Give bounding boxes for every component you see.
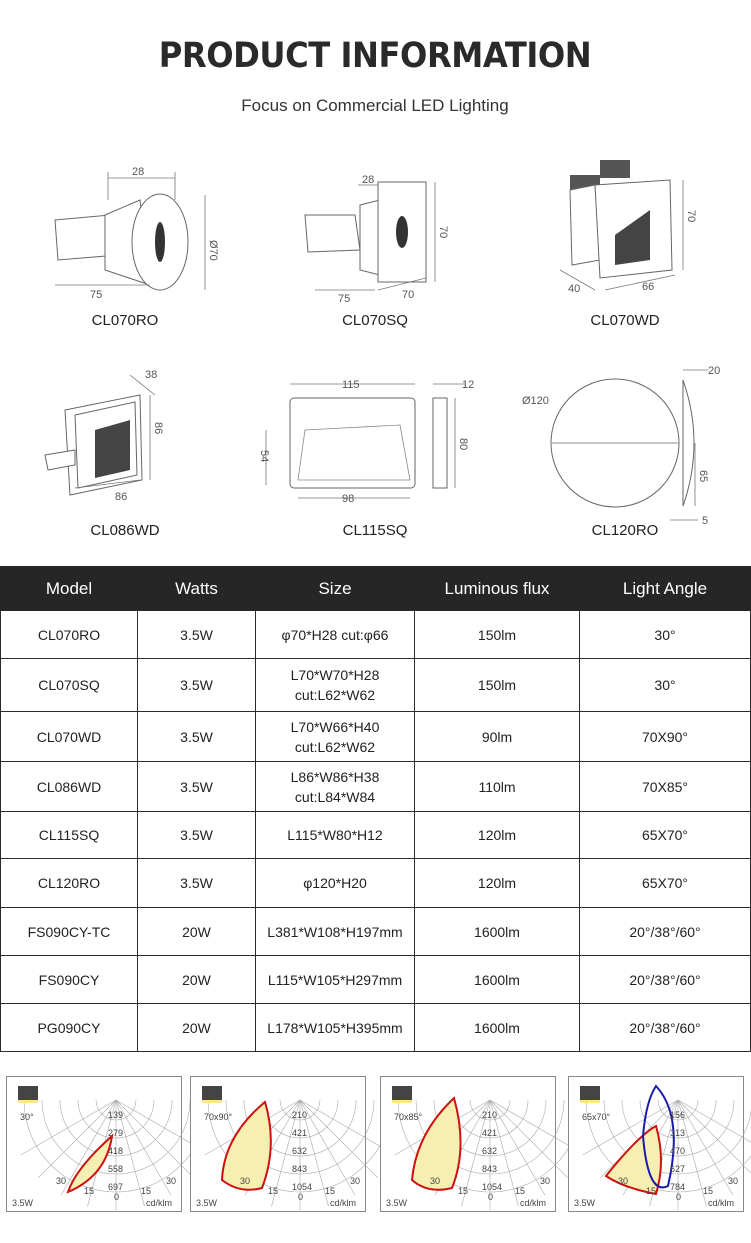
polar-side-angle: 30: [728, 1176, 739, 1186]
cl120ro-dim-h: 65: [697, 470, 709, 483]
cl115sq-dim-t: 12: [462, 379, 475, 391]
polar-side-angle: 15: [141, 1186, 152, 1196]
table-row: [1, 611, 751, 659]
watts-cell: 3.5W: [138, 812, 256, 859]
table-header-row: [1, 567, 751, 611]
cl120ro-drawing: [500, 365, 750, 527]
model-cell: FS090CY: [1, 956, 138, 1004]
polar-side-angle: 15: [515, 1186, 526, 1196]
flux-cell: 150lm: [415, 611, 580, 659]
polar-ring-label: 279: [108, 1128, 124, 1138]
cl086wd-dim-w: 86: [115, 491, 128, 503]
cl120ro-dim-lip: 5: [702, 515, 709, 527]
polar-unit: cd/klm: [708, 1198, 735, 1208]
cl086wd-dim-d: 38: [145, 369, 158, 381]
polar-ring-label: 627: [670, 1164, 686, 1174]
polar-chart: [568, 1076, 744, 1216]
polar-side-angle: 0: [114, 1192, 120, 1202]
size-line: L115*W105*H297mm: [267, 971, 403, 988]
polar-ring-label: 210: [482, 1110, 498, 1120]
watts-cell: 3.5W: [138, 611, 256, 659]
watts-cell: 3.5W: [138, 712, 256, 762]
polar-side-angle: 30: [540, 1176, 551, 1186]
header-watts: Watts: [138, 567, 256, 611]
size-cell: [256, 908, 415, 956]
polar-ring-label: 632: [482, 1146, 498, 1156]
cl070wd-drawing: [500, 160, 750, 310]
table-row: [1, 712, 751, 762]
page-title: PRODUCT INFORMATION: [158, 36, 592, 76]
polar-power: 3.5W: [12, 1198, 34, 1208]
table-row: [1, 859, 751, 908]
cl070sq-drawing: [250, 160, 500, 310]
size-cell: [256, 712, 415, 762]
model-cell: CL070WD: [1, 712, 138, 762]
cl115sq-dim-l: 115: [342, 379, 360, 391]
flux-cell: 120lm: [415, 859, 580, 908]
polar-side-angle: 30: [430, 1176, 441, 1186]
polar-unit: cd/klm: [330, 1198, 357, 1208]
watts-cell: 20W: [138, 956, 256, 1004]
cl070ro-drawing: [0, 160, 250, 310]
watts-cell: 20W: [138, 1004, 256, 1052]
polar-ring-label: 558: [108, 1164, 124, 1174]
angle-cell: 20°/38°/60°: [580, 908, 751, 956]
product-name: CL115SQ: [342, 522, 408, 539]
size-line: L70*W70*H28: [290, 667, 380, 683]
polar-side-angle: 15: [646, 1186, 657, 1196]
angle-cell: 65X70°: [580, 812, 751, 859]
header-size: Size: [256, 567, 415, 611]
flux-cell: 150lm: [415, 659, 580, 712]
polar-side-angle: 15: [84, 1186, 95, 1196]
polar-power: 3.5W: [386, 1198, 408, 1208]
polar-angle-label: 70x90°: [204, 1112, 233, 1122]
size-line: L70*W66*H40: [290, 718, 380, 735]
size-line: φ120*H20: [303, 875, 367, 891]
model-cell: PG090CY: [1, 1004, 138, 1052]
polar-side-angle: 15: [325, 1186, 336, 1196]
polar-power: 3.5W: [574, 1198, 596, 1208]
model-cell: CL070RO: [1, 611, 138, 659]
polar-ring-label: 139: [108, 1110, 124, 1120]
model-cell: CL086WD: [1, 762, 138, 812]
product-name: CL070RO: [91, 312, 159, 329]
angle-cell: 70X90°: [580, 712, 751, 762]
product-cl086wd: [0, 370, 250, 539]
model-cell: FS090CY-TC: [1, 908, 138, 956]
size-line: cut:L62*W62: [294, 687, 376, 703]
cl070ro-dim-dia: Ø70: [207, 240, 219, 261]
polar-angle-label: 70x85°: [394, 1112, 423, 1122]
polar-ring-label: 470: [670, 1146, 686, 1156]
cl115sq-drawing: [250, 370, 500, 520]
table-row: [1, 908, 751, 956]
flux-cell: 1600lm: [415, 1004, 580, 1052]
polar-side-angle: 30: [350, 1176, 361, 1186]
header-angle: Light Angle: [580, 567, 751, 611]
polar-ring-label: 843: [292, 1164, 308, 1174]
polar-ring-label: 421: [292, 1128, 308, 1138]
polar-ring-label: 421: [482, 1128, 498, 1138]
cl070wd-dim-w: 66: [642, 281, 655, 293]
size-line: φ70*H28 cut:φ66: [281, 626, 389, 643]
polar-ring-label: 1054: [482, 1182, 503, 1192]
cl120ro-dim-t: 20: [708, 365, 721, 377]
polar-ring-label: 632: [292, 1146, 308, 1156]
size-cell: [256, 611, 415, 659]
polar-chart: [380, 1076, 556, 1216]
model-cell: CL070SQ: [1, 659, 138, 712]
polar-ring-label: 313: [670, 1128, 686, 1138]
cl070sq-dim-h: 70: [437, 226, 449, 239]
polar-power: 3.5W: [196, 1198, 218, 1208]
header-model: Model: [1, 567, 138, 611]
cl120ro-dim-dia: Ø120: [522, 395, 549, 407]
spec-table: [0, 566, 751, 1052]
size-cell: [256, 812, 415, 859]
cl070sq-dim-len: 75: [338, 293, 351, 305]
angle-cell: 65X70°: [580, 859, 751, 908]
polar-side-angle: 15: [703, 1186, 714, 1196]
polar-side-angle: 30: [618, 1176, 629, 1186]
product-cl120ro: [500, 365, 750, 539]
flux-cell: 120lm: [415, 812, 580, 859]
angle-cell: 20°/38°/60°: [580, 1004, 751, 1052]
polar-ring-label: 210: [292, 1110, 308, 1120]
size-cell: [256, 956, 415, 1004]
angle-cell: 70X85°: [580, 762, 751, 812]
watts-cell: 3.5W: [138, 859, 256, 908]
size-cell: [256, 762, 415, 812]
product-cl070sq: [250, 160, 500, 329]
polar-chart: [190, 1076, 366, 1216]
polar-side-angle: 0: [298, 1192, 304, 1202]
cl086wd-drawing: [0, 370, 250, 520]
product-name: CL120RO: [591, 522, 659, 539]
polar-side-angle: 30: [166, 1176, 177, 1186]
page-subtitle: Focus on Commercial LED Lighting: [241, 96, 509, 115]
cl070wd-dim-h: 70: [685, 210, 697, 223]
polar-chart: [6, 1076, 182, 1216]
polar-side-angle: 30: [240, 1176, 251, 1186]
size-line: L381*W108*H197mm: [267, 923, 403, 940]
polar-unit: cd/klm: [146, 1198, 173, 1208]
cl086wd-dim-h: 86: [152, 422, 164, 435]
product-name: CL086WD: [90, 522, 160, 539]
polar-ring-label: 843: [482, 1164, 498, 1174]
polar-side-angle: 15: [458, 1186, 469, 1196]
polar-angle-label: 30°: [20, 1112, 34, 1122]
cl070sq-dim-w: 70: [402, 289, 415, 301]
flux-cell: 90lm: [415, 712, 580, 762]
angle-cell: 30°: [580, 659, 751, 712]
polar-ring-label: 784: [670, 1182, 686, 1192]
watts-cell: 3.5W: [138, 762, 256, 812]
flux-cell: 110lm: [415, 762, 580, 812]
size-line: L178*W105*H395mm: [267, 1019, 403, 1036]
table-row: [1, 1004, 751, 1052]
table-row: [1, 812, 751, 859]
table-row: [1, 956, 751, 1004]
size-line: cut:L84*W84: [294, 788, 376, 805]
model-cell: CL115SQ: [1, 812, 138, 859]
flux-cell: 1600lm: [415, 908, 580, 956]
flux-cell: 1600lm: [415, 956, 580, 1004]
size-line: L115*W80*H12: [287, 827, 383, 843]
cl115sq-dim-cut: 98: [342, 493, 355, 505]
table-row: [1, 659, 751, 712]
product-name: CL070SQ: [342, 312, 408, 329]
polar-ring-label: 418: [108, 1146, 124, 1156]
polar-side-angle: 0: [676, 1192, 682, 1202]
size-cell: [256, 659, 415, 712]
polar-ring-label: 1054: [292, 1182, 313, 1192]
angle-cell: 20°/38°/60°: [580, 956, 751, 1004]
cl070sq-dim-depth: 28: [362, 174, 375, 186]
model-cell: CL120RO: [1, 859, 138, 908]
cl070ro-dim-len: 75: [90, 289, 103, 301]
product-cl070wd: [500, 160, 750, 329]
cl115sq-dim-w: 80: [457, 438, 469, 451]
table-row: [1, 762, 751, 812]
polar-side-angle: 15: [268, 1186, 279, 1196]
cl070ro-dim-depth: 28: [132, 166, 145, 178]
product-name: CL070WD: [590, 312, 660, 329]
cl070wd-dim-d: 40: [568, 283, 581, 295]
product-cl115sq: [250, 370, 500, 539]
watts-cell: 20W: [138, 908, 256, 956]
size-line: L86*W86*H38: [290, 768, 380, 785]
size-line: cut:L62*W62: [294, 738, 376, 755]
angle-cell: 30°: [580, 611, 751, 659]
header-flux: Luminous flux: [415, 567, 580, 611]
polar-side-angle: 0: [488, 1192, 494, 1202]
cl115sq-dim-h: 54: [258, 450, 270, 463]
polar-side-angle: 30: [56, 1176, 67, 1186]
polar-ring-label: 697: [108, 1182, 124, 1192]
watts-cell: 3.5W: [138, 659, 256, 712]
product-cl070ro: [0, 160, 250, 329]
polar-unit: cd/klm: [520, 1198, 547, 1208]
polar-ring-label: 156: [670, 1110, 686, 1120]
polar-angle-label: 65x70°: [582, 1112, 611, 1122]
size-cell: [256, 1004, 415, 1052]
size-cell: [256, 859, 415, 908]
